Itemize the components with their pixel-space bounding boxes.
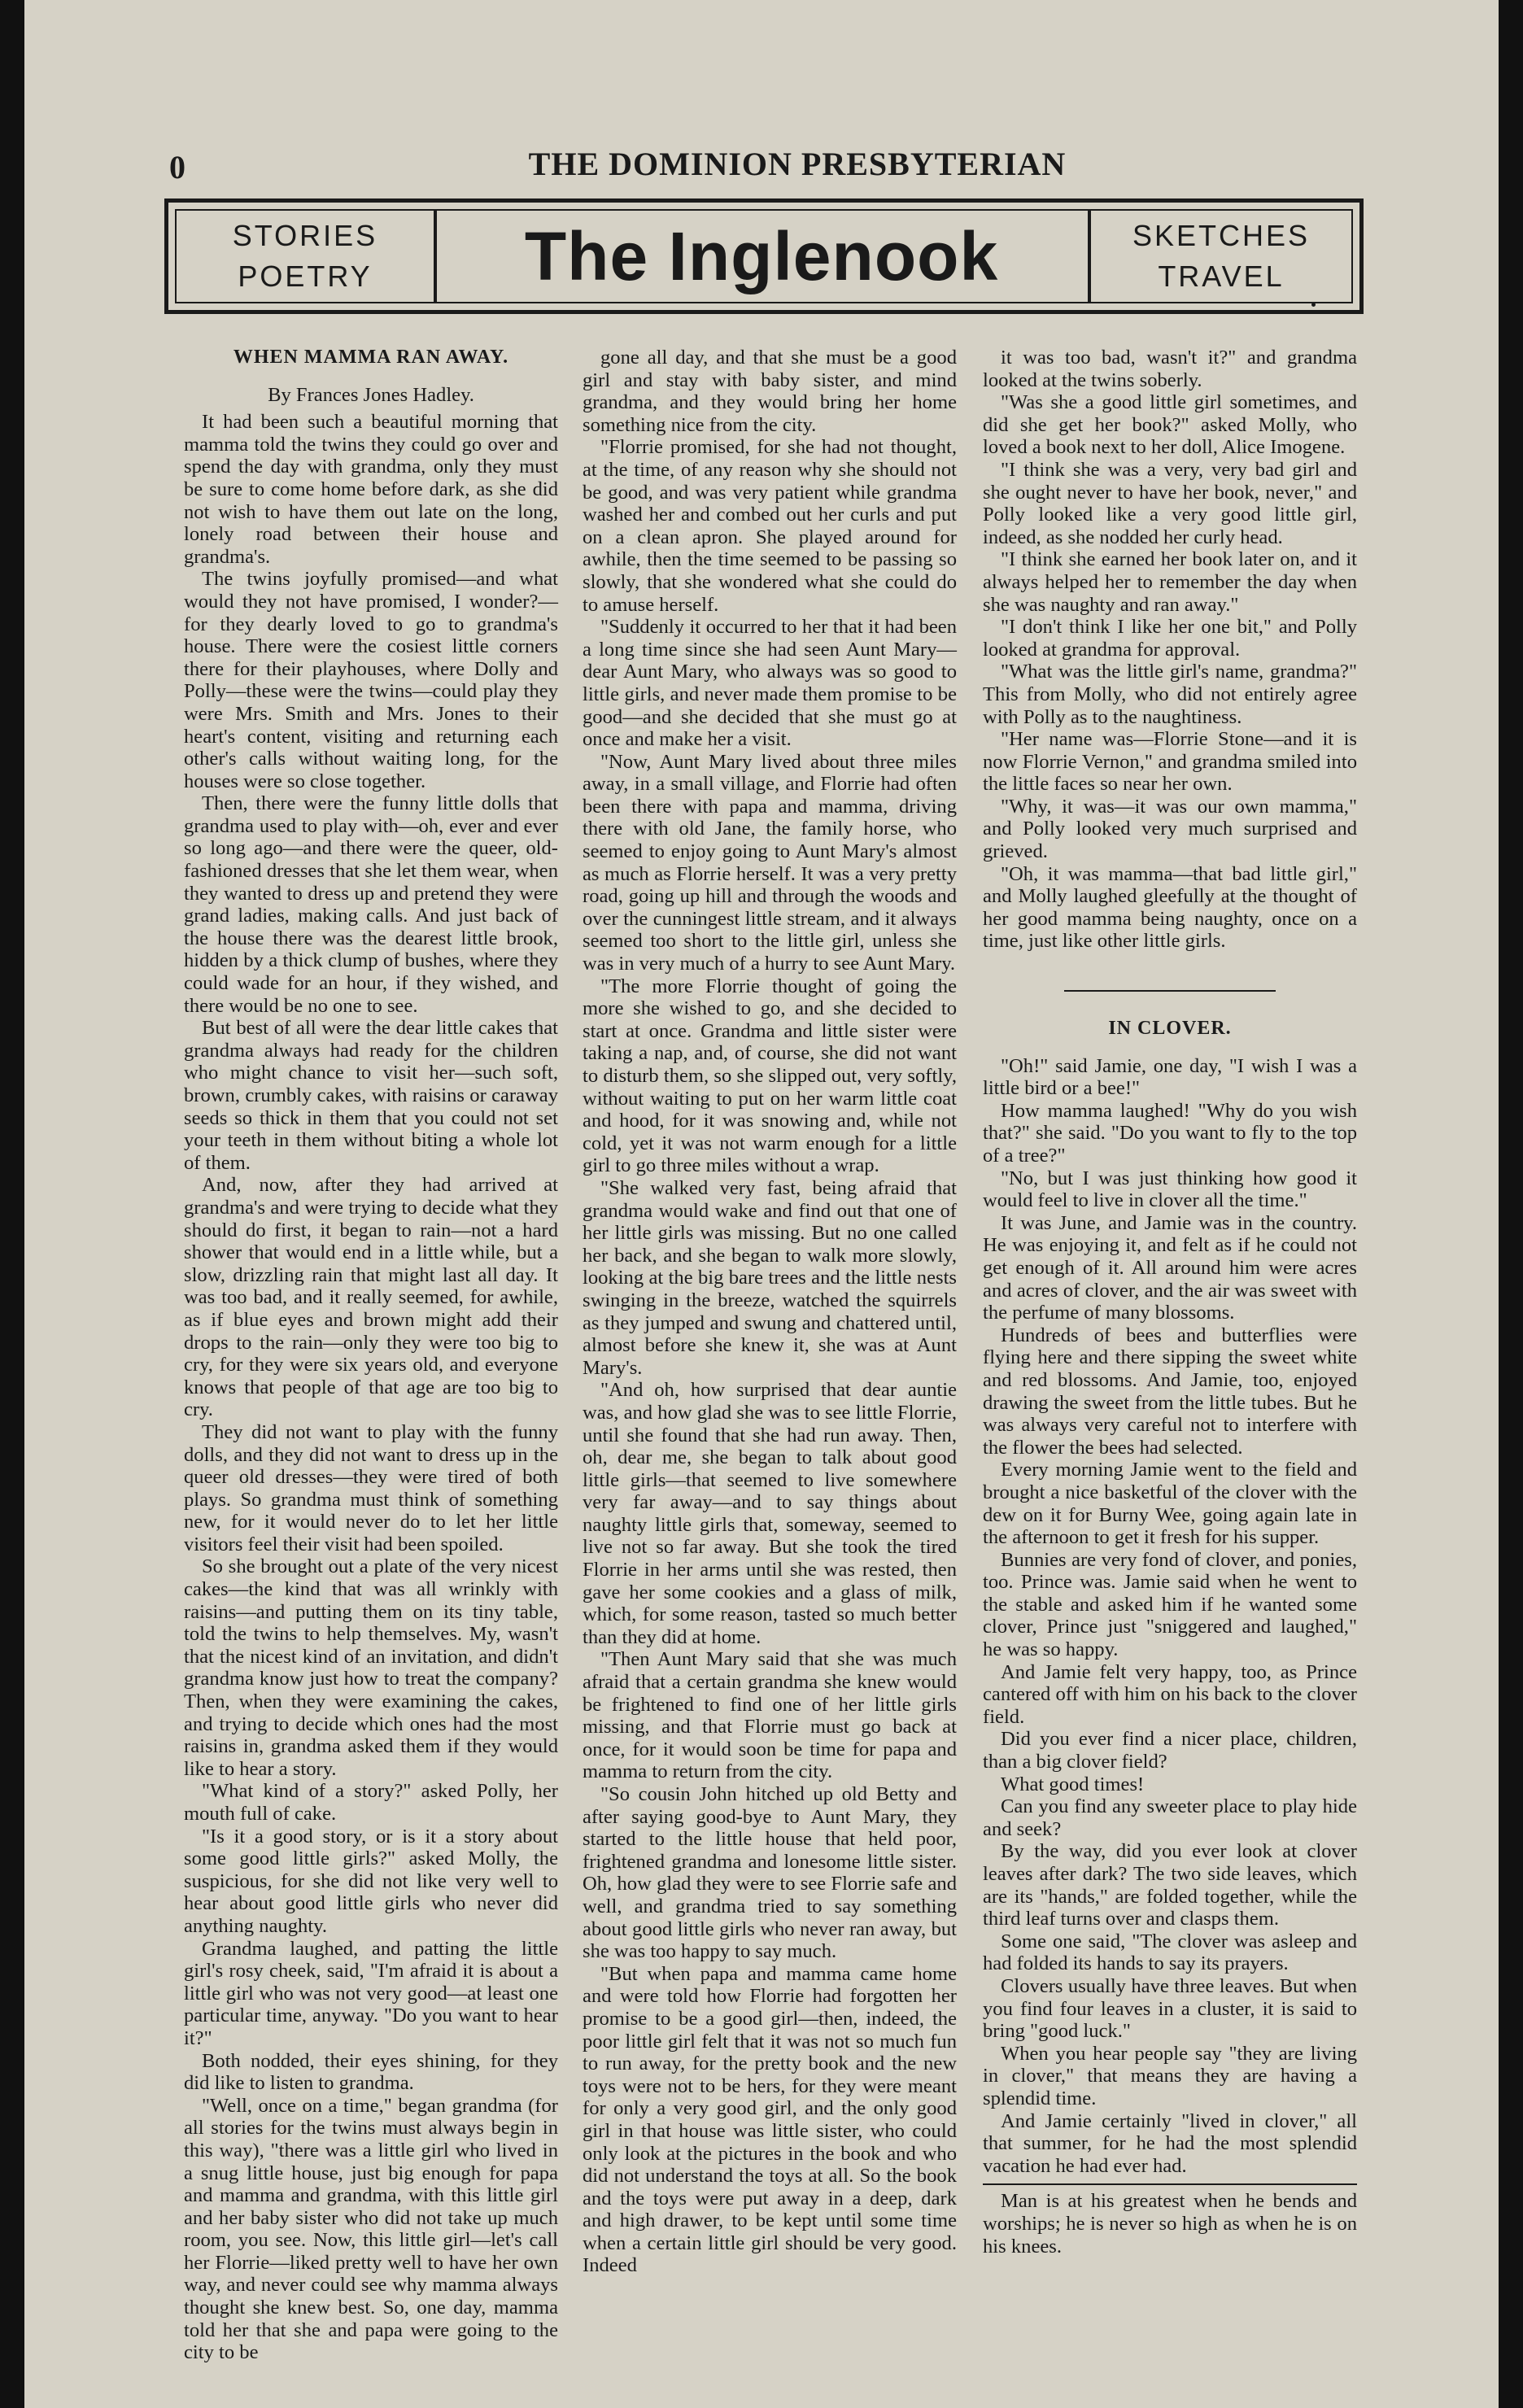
paragraph: "Was she a good little girl sometimes, and did she get her book?" asked Molly, who loved a book next to her doll, Alice Imogene. [983, 391, 1357, 459]
paragraph: And Jamie certainly "lived in clover," all that summer, for he had the most splendid vacation he had ever had. [983, 2109, 1357, 2177]
paragraph: And, now, after they had arrived at grandma's and were trying to decide what they should do first, it began to rain—not a hard shower that would end in a little while, but a slow, drizzling rain that might last all day. It was too bad, and it really seemed, for awhile, as if blue eyes and brown might add their drops to the rain—only they were too big to cry, for they were six years old, and everyone knows that people of that age are too big to cry. [184, 1174, 558, 1421]
paragraph: gone all day, and that she must be a good girl and stay with baby sister, and mind grandma, and they would bring her home something nice from the city. [583, 347, 957, 436]
paragraph: "Suddenly it occurred to her that it had been a long time since she had seen Aunt Mary—dear Aunt Mary, who always was so good to little girls, and never made them promise to be good—and she decided that she must go at once and make her a visit. [583, 616, 957, 751]
section-title: The Inglenook [524, 217, 999, 294]
paragraph: "Well, once on a time," began grandma (for all stories for the twins must always begin in this way), "there was a little girl who lived in a snug little house, just big enough for papa and mamma and grandma, with this little girl and her baby sister who did not take up much room, you see. Now, this little girl—let's call her Florrie—liked pretty well to have her own way, and never could see why mamma always thought she knew best. So, one day, mamma told her that she and papa were going to the city to be [184, 2094, 558, 2364]
page-number: 0 [169, 149, 185, 185]
paper-title: THE DOMINION PRESBYTERIAN [528, 146, 1067, 182]
paragraph: Some one said, "The clover was asleep and had folded its hands to say its prayers. [983, 1930, 1357, 1975]
paragraph: What good times! [1001, 1773, 1145, 1795]
paragraph: Did you ever find a nicer place, children, than a big clover field? [983, 1728, 1357, 1773]
paragraph: "I think she was a very, very bad girl and she ought never to have her book, never," and Polly looked like a very good little girl, indeed, as she nodded her curly head. [983, 458, 1357, 548]
paragraph: "Is it a good story, or is it a story about some good little girls?" asked Molly, the suspicious, for she did not like very well to hear about good little girls who never did anything naughty. [184, 1825, 558, 1937]
story-title-clover: IN CLOVER. [1108, 1018, 1232, 1040]
paragraph: "Florrie promised, for she had not thought, at the time, of any reason why she should not be good, and was very patient while grandma washed her and combed out her curls and put on a clean apron. She played around for awhile, then the time seemed to be passing so slowly, that she wondered what she could do to amuse herself. [583, 436, 957, 616]
column-2 [583, 347, 957, 2277]
paragraph: "The more Florrie thought of going the more she wished to go, and she decided to start at once. Grandma and little sister were taking a nap, and, of course, she did not want to disturb them, so she slipped out, very softly, without waiting to put on her warm little coat and hood, for it was snowing and, while not cold, yet it was not warm enough for a little girl to go three miles without a wrap. [583, 975, 957, 1177]
paragraph: By the way, did you ever look at clover leaves after dark? The two side leaves, which are its "hands," are folded together, while the third leaf turns over and clasps them. [983, 1840, 1357, 1930]
banner-travel: TRAVEL [1158, 260, 1285, 293]
paragraph: Both nodded, their eyes shining, for they did like to listen to grandma. [184, 2049, 558, 2095]
closing-quote: Man is at his greatest when he bends and worships; he is never so high as when he is on his knees. [983, 2190, 1357, 2258]
paragraph: "And oh, how surprised that dear auntie was, and how glad she was to see little Florrie, until she found that she had run away. Then, oh, dear me, she began to talk about good little girls—that seemed to live somewhere very far away—and to say things about naughty little girls that, someway, seemed to live not so far away. But she took the tired Florrie in her arms until she was rested, then gave her some cookies and a glass of milk, which, for some reason, tasted so much better than they did at home. [583, 1379, 957, 1648]
paragraph: "What kind of a story?" asked Polly, her mouth full of cake. [184, 1780, 558, 1825]
clover-story-body [983, 1055, 1357, 2178]
paragraph: "Then Aunt Mary said that she was much afraid that a certain grandma she knew would be frightened to find one of her little girls missing, and that Florrie must go back at once, for it would soon be time for papa and mamma to return from the city. [583, 1648, 957, 1783]
paragraph: "I don't think I like her one bit," and Polly looked at grandma for approval. [983, 616, 1357, 661]
paragraph: It was June, and Jamie was in the country. He was enjoying it, and felt as if he could not get enough of it. All around him were acres and acres of clover, and the air was sweet with the perfume of many blossoms. [983, 1211, 1357, 1324]
paragraph: "Her name was—Florrie Stone—and it is now Florrie Vernon," and grandma smiled into the little faces so near her own. [983, 728, 1357, 796]
section-banner [164, 198, 1364, 314]
column-3-body [983, 347, 1357, 953]
column-1-body [184, 411, 558, 2364]
closing-divider [983, 2183, 1357, 2185]
paragraph: When you hear people say "they are living in clover," that means they are having a splendid time. [983, 2042, 1357, 2109]
banner-sketches: SKETCHES [1132, 219, 1311, 252]
banner-inner-frame [175, 209, 1353, 303]
paragraph: Bunnies are very fond of clover, and ponies, too. Prince was. Jamie said when he went to the stable and asked him if he wanted some clover, Prince just "sniggered and laughed," he was so happy. [983, 1548, 1357, 1661]
paragraph: "Why, it was—it was our own mamma," and Polly looked very much surprised and grieved. [983, 795, 1357, 863]
paragraph: Then, there were the funny little dolls that grandma used to play with—oh, ever and ever so long ago—and there were the queer, old-fashioned dresses that she let them wear, when they wanted to dress up and pretend they were grand ladies, making calls. And just back of the house there was the dearest little brook, hidden by a thick clump of bushes, where they could wade for an hour, if they wished, and there would be no one to see. [184, 792, 558, 1017]
paragraph: "What was the little girl's name, grandma?" This from Molly, who did not entirely agree with Polly as to the naughtiness. [983, 661, 1357, 728]
banner-stories: STORIES [232, 219, 378, 252]
paragraph: "So cousin John hitched up old Betty and after saying good-bye to Aunt Mary, they started to the little house that held poor, frightened grandma and lonesome little sister. Oh, how glad they were to see Florrie safe and well, and grandma tried to say something about good little girls who never ran away, but she was too happy to say much. [583, 1783, 957, 1963]
paragraph: it was too bad, wasn't it?" and grandma looked at the twins soberly. [983, 347, 1357, 391]
column-2-body [583, 347, 957, 2277]
paragraph: They did not want to play with the funny dolls, and they did not want to dress up in the queer old dresses—they were tired of both plays. So grandma must think of something new, for it would never do to let her little visitors feel their visit had been spoiled. [184, 1420, 558, 1555]
paragraph: How mamma laughed! "Why do you wish that?" she said. "Do you want to fly to the top of a tree?" [983, 1099, 1357, 1167]
paragraph: But best of all were the dear little cakes that grandma always had ready for the children who might chance to visit her—such soft, brown, crumbly cakes, with raisins or caraway seeds so thick in them that you could not set your teeth in them without biting a whole lot of them. [184, 1017, 558, 1174]
story-byline: By Frances Jones Hadley. [268, 383, 474, 406]
printer-dot [1311, 303, 1316, 307]
paragraph: "Oh!" said Jamie, one day, "I wish I was a little bird or a bee!" [983, 1054, 1357, 1100]
paragraph: Every morning Jamie went to the field and brought a nice basketful of the clover with the dew on it for Burny Wee, going again late in the afternoon to get it fresh for his supper. [983, 1459, 1357, 1549]
paragraph: "She walked very fast, being afraid that grandma would wake and find out that one of her little girls was missing. But no one called her back, and she began to walk more slowly, looking at the big bare trees and the little nests swinging in the breeze, watched the squirrels as they jumped and swung and chattered until, almost before she knew it, she was at Aunt Mary's. [583, 1176, 957, 1379]
paragraph: "But when papa and mamma came home and were told how Florrie had forgotten her promise to be a good girl—then, indeed, the poor little girl felt that it was not so much fun to run away, for the pretty book and the new toys were not to be hers, for they were meant for only a very good girl, and the only good girl in that house was little sister, who could only look at the pictures in the book and who did not understand the toys at all. So the book and the toys were put away in a deep, dark and high drawer, to be kept until some time when a certain little girl should be very good. Indeed [583, 1962, 957, 2277]
column-1 [184, 347, 558, 2364]
paragraph: It had been such a beautiful morning that mamma told the twins they could go over and spend the day with grandma, only they must be sure to come home before dark, as she did not wish to have them out late on the long, lonely road between their house and grandma's. [184, 411, 558, 568]
paragraph: So she brought out a plate of the very nicest cakes—the kind that was all wrinkly with raisins—and putting them on its tiny table, told the twins to help themselves. My, wasn't that the nicest kind of an invitation, and didn't grandma know just how to treat the company? Then, when they were examining the cakes, and trying to decide which ones had the most raisins in, grandma asked them if they would like to hear a story. [184, 1555, 558, 1780]
paragraph: And Jamie felt very happy, too, as Prince cantered off with him on his back to the clover field. [983, 1660, 1357, 1728]
paragraph: Grandma laughed, and patting the little girl's rosy cheek, said, "I'm afraid it is about a little girl who was not very good—at least one particular time, anyway. "Do you want to hear it?" [184, 1937, 558, 2049]
paragraph: "Oh, it was mamma—that bad little girl," and Molly laughed gleefully at the thought of her good mamma being naughty, once on a time, just like other little girls. [983, 862, 1357, 953]
story-title: WHEN MAMMA RAN AWAY. [233, 347, 509, 368]
newspaper-page [24, 0, 1499, 2408]
paragraph: Clovers usually have three leaves. But when you find four leaves in a cluster, it is said to bring "good luck." [983, 1974, 1357, 2043]
paragraph: "I think she earned her book later on, and it always helped her to remember the day when she was naughty and ran away." [983, 548, 1357, 616]
banner-poetry: POETRY [238, 260, 373, 293]
paragraph: Hundreds of bees and butterflies were flying here and there sipping the sweet white and red blossoms. And Jamie, too, enjoyed drawing the sweet from the little tubes. But he was always very careful not to interfere with the flower the bees had selected. [983, 1324, 1357, 1459]
paragraph: "Now, Aunt Mary lived about three miles away, in a small village, and Florrie had often been there with papa and mamma, driving there with old Jane, the family horse, who seemed to enjoy going to Aunt Mary's almost as much as Florrie herself. It was a very pretty road, going up hill and through the woods and over the cunningest little stream, and it always seemed too short to the little girl, unless she was in very much of a hurry to see Aunt Mary. [583, 750, 957, 975]
paragraph: Can you find any sweeter place to play hide and seek? [983, 1795, 1357, 1840]
banner-title-cell [434, 211, 1089, 302]
banner-left-cell [177, 211, 437, 302]
column-3 [983, 347, 1357, 2258]
story-divider [1064, 990, 1276, 992]
paragraph: "No, but I was just thinking how good it would feel to live in clover all the time." [983, 1167, 1357, 1212]
paragraph: The twins joyfully promised—and what would they not have promised, I wonder?—for they dearly loved to go to grandma's house. There were the cosiest little corners there for their playhouses, where Dolly and Polly—these were the twins—could play they were Mrs. Smith and Mrs. Jones to their heart's content, visiting and returning each other's calls without waiting long, for the houses were so close together. [184, 568, 558, 792]
banner-right-cell [1088, 211, 1351, 302]
